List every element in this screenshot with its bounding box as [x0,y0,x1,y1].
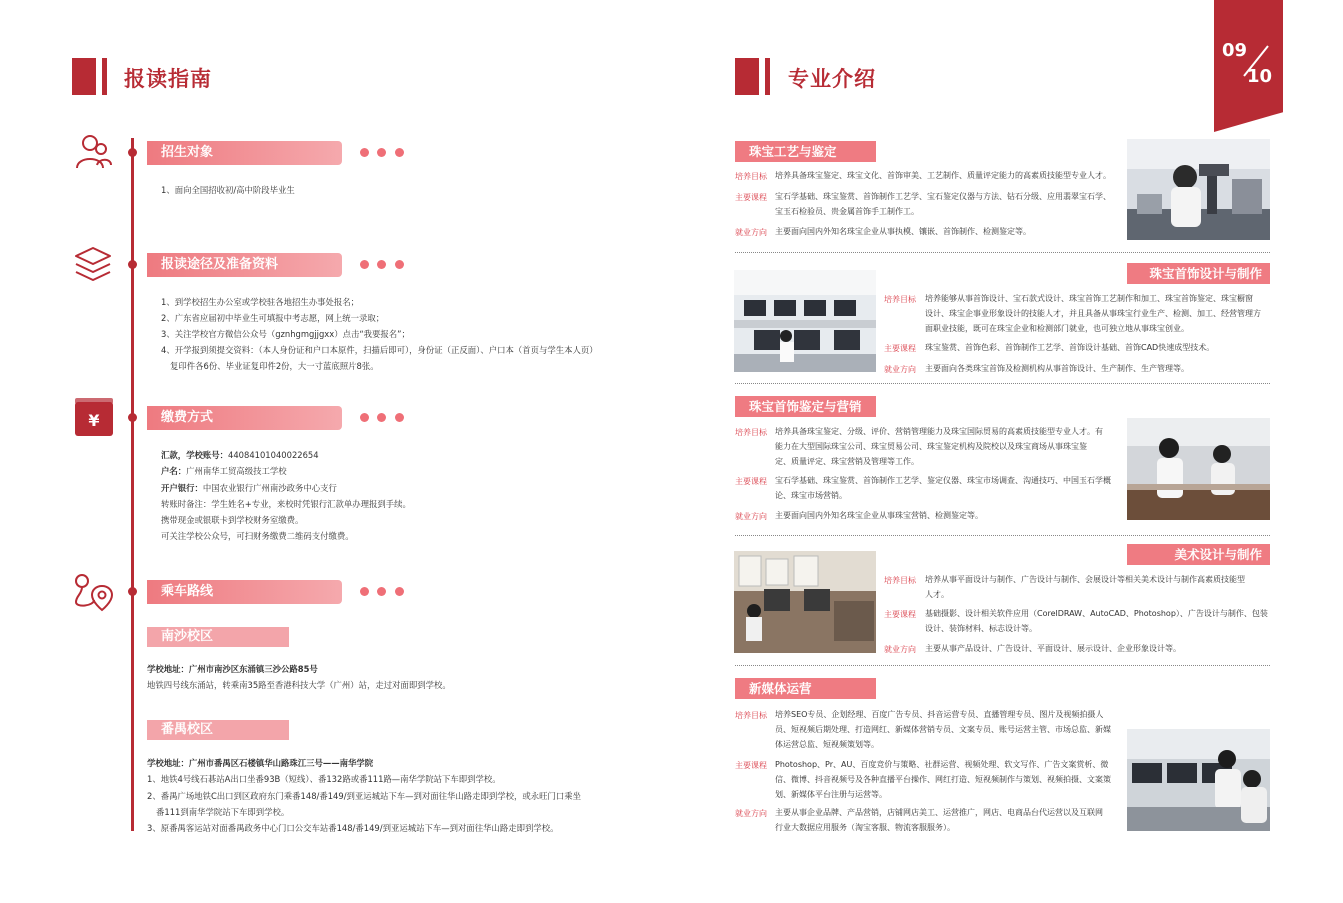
job-label: 就业方向 [735,512,767,521]
deco-dot [377,587,386,596]
major-4-job: 主要从事产品设计、广告设计、平面设计、展示设计、企业形象设计等。 [925,644,1181,653]
major-5-job: 行业大数据应用服务（淘宝客服、物流客服服务）。 [775,823,955,832]
timeline-line [131,138,134,831]
separator [735,383,1270,384]
major-4-course: 设计、装饰材料、标志设计等。 [925,624,1037,633]
major-1-job: 主要面向国内外知名珠宝企业从事执模、镶嵌、首饰制作、检测鉴定等。 [775,227,1031,236]
register-line: 2、广东省应届初中毕业生可填报中考志愿，网上统一录取； [161,313,385,323]
major-5-goal: 员、短视频后期处理、打造网红、新媒体营销专员、文案专员、账号运营主管、市场总监、新媒 [775,725,1111,734]
right-page-title: 专业介绍 [788,67,876,91]
timeline-dot [128,587,137,596]
panyu-route: 3、原番禺客运站对面番禺政务中心门口公交车站番148/番149/到亚运城站下车—到对面往华山路走即到学校。 [147,823,559,833]
right-title-accent-thin [765,58,770,95]
page-number-a: 09 [1222,40,1248,61]
deco-dot [395,148,404,157]
job-label: 就业方向 [735,809,767,818]
major-1-goal: 培养具备珠宝鉴定、珠宝文化、首饰审美、工艺制作、质量评定能力的高素质技能型专业人才。 [775,171,1111,180]
deco-dot [395,587,404,596]
campus-label-panyu: 番禺校区 [147,720,289,740]
svg-text:¥: ¥ [88,411,100,430]
deco-dot [360,587,369,596]
jewelry-counter-photo [1127,418,1270,520]
payment-note: 携带现金或银联卡到学校财务室缴费。 [161,515,304,525]
separator [735,535,1270,536]
goal-label: 培养目标 [884,295,916,304]
major-title-4: 美术设计与制作 [1127,544,1270,565]
major-5-course: 信、微博、抖音视频号及各种直播平台操作、网红打造、短视频制作与策划、视频拍摄、文案策 [775,775,1111,784]
nansha-route: 地铁四号线东涌站，转乘南35路至香港科技大学（广州）站，走过对面即到学校。 [147,680,451,690]
payment-name: 户名：广州南华工贸高级技工学校 [161,466,287,476]
left-page-title: 报读指南 [124,67,212,91]
major-5-course: Photoshop、Pr、AU、百度竞价与策略、社群运营、视频处理、软文写作、广告文案赏析、微 [775,760,1109,769]
payment-note: 可关注学校公众号，可扫财务缴费二维码支付缴费。 [161,531,354,541]
deco-dot [377,260,386,269]
course-label: 主要课程 [735,477,767,486]
deco-dot [395,413,404,422]
deco-dot [377,413,386,422]
payment-note: 转账时备注：学生姓名+专业，来校时凭银行汇款单办理报到手续。 [161,499,411,509]
register-line: 3、关注学校官方微信公众号（gznhgmgjjgxx）点击“我要报名”； [161,329,410,339]
timeline-dot [128,260,137,269]
major-5-goal: 培养SEO专员、企划经理、百度广告专员、抖音运营专员、直播管理专员、图片及视频拍摄人 [775,710,1104,719]
computer-lab-photo [734,270,876,372]
major-title-1: 珠宝工艺与鉴定 [735,141,876,162]
major-4-goal: 人才。 [925,590,949,599]
new-media-lab-photo [1127,729,1270,831]
register-line: 复印件各6份、毕业证复印件2份，大一寸蓝底照片8张。 [170,361,379,371]
major-4-course: 基础摄影、设计相关软件应用（CorelDRAW、AutoCAD、Photoshop）、广告设计与制作、包装 [925,609,1268,618]
major-3-course: 宝石学基础、珠宝鉴赏、首饰制作工艺学、鉴定仪器、珠宝市场调查、沟通技巧、中国玉石学概 [775,476,1111,485]
goal-label: 培养目标 [735,711,767,720]
campus-label-nansha: 南沙校区 [147,627,289,647]
separator [735,665,1270,666]
panyu-route: 2、番禺广场地铁C出口到区政府东门乘番148/番149/到亚运城站下车—到对面往华山路走即到学校，或永旺门口乘坐 [147,791,582,801]
deco-dot [360,413,369,422]
register-line: 1、到学校招生办公室或学校驻各地招生办事处报名； [161,297,359,307]
route-pin-icon [72,572,114,612]
nansha-address: 学校地址：广州市南沙区东涌镇三沙公路85号 [147,664,318,674]
major-2-goal: 培养能够从事首饰设计、宝石款式设计、珠宝首饰工艺制作和加工、珠宝首饰鉴定、珠宝橱窗 [925,294,1253,303]
timeline-dot [128,413,137,422]
major-4-goal: 培养从事平面设计与制作、广告设计与制作、会展设计等相关美术设计与制作高素质技能型 [925,575,1245,584]
deco-dot [360,260,369,269]
major-2-course: 珠宝鉴赏、首饰色彩、首饰制作工艺学、首饰设计基础、首饰CAD快速成型技术。 [925,343,1215,352]
layers-icon [73,244,113,284]
section-label-register: 报读途径及准备资料 [147,253,342,277]
major-5-goal: 体运营总监、短视频策划等。 [775,740,879,749]
major-3-goal: 定、质量评定、珠宝营销及管理等工作。 [775,457,919,466]
jewelry-microscope-photo [1127,139,1270,240]
major-title-2: 珠宝首饰设计与制作 [1127,263,1270,284]
section-label-payment: 缴费方式 [147,406,342,430]
goal-label: 培养目标 [884,576,916,585]
major-5-course: 划、新媒体平台注册与运营等。 [775,790,887,799]
job-label: 就业方向 [884,365,916,374]
course-label: 主要课程 [884,610,916,619]
deco-dot [377,148,386,157]
course-label: 主要课程 [735,193,767,202]
panyu-address: 学校地址：广州市番禺区石楼镇华山路珠江三号——南华学院 [147,758,374,768]
major-2-goal: 设计、珠宝企事业形象设计的技能人才，并且具备从事珠宝行业生产、检测、加工、经营管理方 [925,309,1261,318]
right-title-accent [735,58,759,95]
course-label: 主要课程 [735,761,767,770]
left-title-accent [72,58,96,95]
section-label-route: 乘车路线 [147,580,342,604]
major-3-goal: 培养具备珠宝鉴定、分级、评价、营销管理能力及珠宝国际贸易的高素质技能型专业人才。有 [775,427,1103,436]
panyu-route: 1、地铁4号线石碁站A出口坐番93B（短线）、番132路或番111路—南华学院站下车即到学校。 [147,774,501,784]
art-studio-photo [734,551,876,653]
deco-dot [395,260,404,269]
timeline-dot [128,148,137,157]
separator [735,252,1270,253]
yuan-wallet-icon [75,398,113,438]
section-label-target: 招生对象 [147,141,342,165]
major-1-course: 宝玉石检验员、贵金属首饰手工制作工。 [775,207,919,216]
major-3-goal: 能力在大型国际珠宝公司、珠宝贸易公司、珠宝鉴定机构及院校以及珠宝商场从事珠宝鉴 [775,442,1087,451]
major-title-3: 珠宝首饰鉴定与营销 [735,396,876,417]
page-number-b: 10 [1247,66,1273,87]
job-label: 就业方向 [884,645,916,654]
major-title-5: 新媒体运营 [735,678,876,699]
major-2-job: 主要面向各类珠宝首饰及检测机构从事首饰设计、生产制作、生产管理等。 [925,364,1189,373]
panyu-route: 番111到南华学院站下车即到学校。 [156,807,290,817]
payment-account: 汇款，学校账号：44084101040022654 [161,450,319,460]
goal-label: 培养目标 [735,172,767,181]
register-line: 4、开学报到须提交资料：（本人身份证和户口本原件，扫描后即可），身份证（正反面）、户口本（首页与学生本人页） [161,345,598,355]
left-title-accent-thin [102,58,107,95]
major-3-course: 论、珠宝市场营销。 [775,491,847,500]
target-line: 1、面向全国招收初/高中阶段毕业生 [161,185,295,195]
major-5-job: 主要从事企业品牌、产品营销，店铺网店美工、运营推广，网店、电商品台代运营以及互联网 [775,808,1103,817]
course-label: 主要课程 [884,344,916,353]
payment-bank: 开户银行：中国农业银行广州南沙政务中心支行 [161,483,337,493]
deco-dot [360,148,369,157]
major-1-course: 宝石学基础、珠宝鉴赏、首饰制作工艺学、宝石鉴定仪器与方法、钻石分级、应用翡翠宝石学、 [775,192,1111,201]
major-2-goal: 面职业技能，既可在珠宝企业和检测部门就业，也可独立地从事珠宝创业。 [925,324,1189,333]
people-icon [73,132,113,172]
major-3-job: 主要面向国内外知名珠宝企业从事珠宝营销、检测鉴定等。 [775,511,983,520]
job-label: 就业方向 [735,228,767,237]
goal-label: 培养目标 [735,428,767,437]
